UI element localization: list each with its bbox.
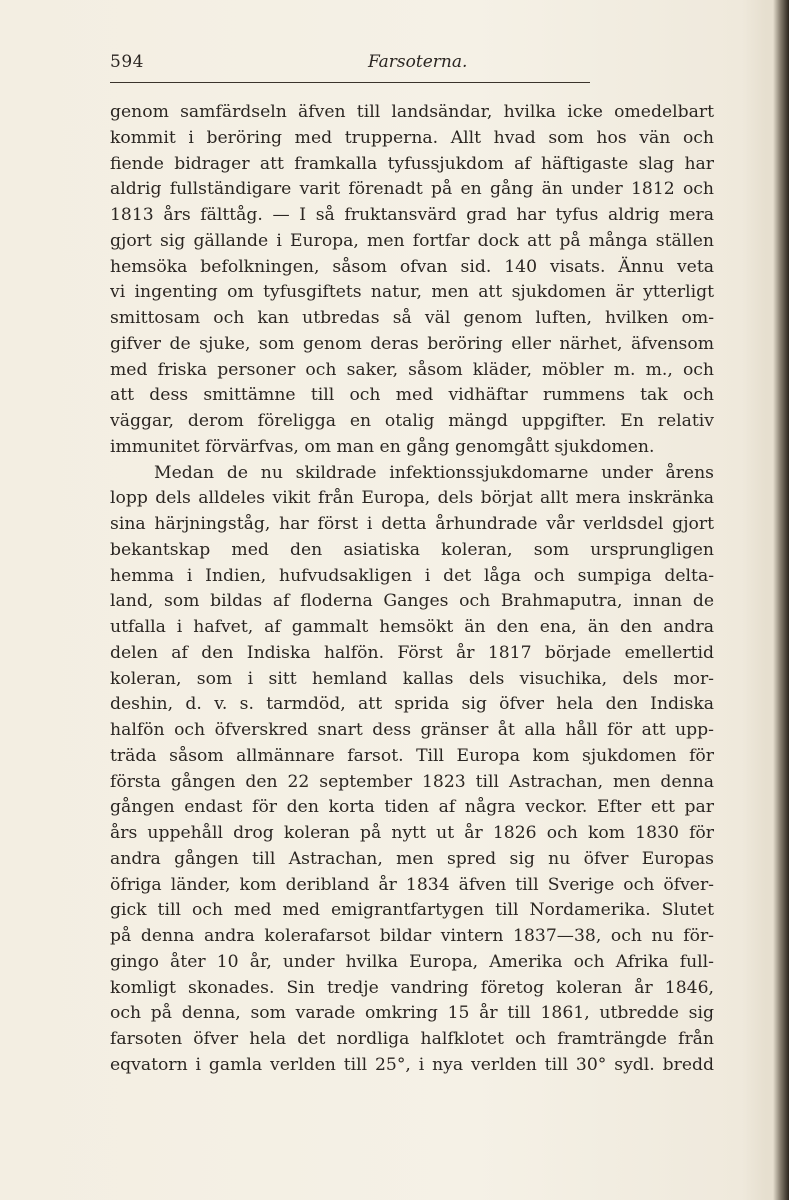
text-line: träda såsom allmännare farsot. Till Europa kom sjukdomen för [110, 745, 714, 766]
text-line: andra gången till Astrachan, men spred sig nu öfver Europas [110, 848, 714, 869]
text-line: hemsöka befolkningen, såsom ofvan sid. 140 visats. Ännu veta [110, 256, 714, 277]
text-line: farsoten öfver hela det nordliga halfklotet och framträngde från [110, 1029, 714, 1049]
text-line: med friska personer och saker, såsom kläder, möbler m. m., och [110, 359, 714, 380]
text-line: Medan de nu skildrade infektionssjukdomarne under årens [154, 462, 714, 483]
text-line: immunitet förvärfvas, om man en gång genomgått sjukdomen. [110, 436, 655, 457]
text-line: smittosam och kan utbredas så väl genom luften, hvilken om- [110, 308, 714, 328]
text-line: öfriga länder, kom deribland år 1834 äfven till Sverige och öfver- [110, 874, 714, 895]
text-line: lopp dels alldeles vikit från Europa, dels börjat allt mera inskränka [110, 488, 714, 509]
text-line: vi ingenting om tyfusgiftets natur, men att sjukdomen är ytterligt [110, 282, 714, 303]
header-rule [110, 82, 590, 83]
text-line: delen af den Indiska halfön. Först år 1817 började emellertid [110, 642, 714, 663]
text-line: genom samfärdseln äfven till landsändar, hvilka icke omedelbart [110, 102, 714, 122]
page-edge-shadow [773, 0, 789, 1200]
text-line: att dess smittämne till och med vidhäftar rummens tak och [110, 385, 714, 406]
text-line: utfalla i hafvet, af gammalt hemsökt än den ena, än den andra [110, 617, 714, 637]
text-line: hemma i Indien, hufvudsakligen i det låga och sumpiga delta- [110, 565, 714, 586]
text-line: deshin, d. v. s. tarmdöd, att sprida sig öfver hela den Indiska [110, 694, 714, 715]
text-line: på denna andra kolerafarsot bildar vintern 1837—38, och nu för- [110, 926, 714, 946]
text-line: gick till och med med emigrantfartygen till Nordamerika. Slutet [110, 900, 714, 921]
running-title: Farsoterna. [368, 52, 468, 72]
page-header [110, 52, 712, 80]
text-line: och på denna, som varade omkring 15 år till 1861, utbredde sig [110, 1003, 714, 1024]
text-line: komligt skonades. Sin tredje vandring företog koleran år 1846, [110, 977, 714, 998]
body-text [110, 100, 714, 1079]
text-line: fiende bidrager att framkalla tyfussjukdom af häftigaste slag har [110, 153, 714, 174]
text-line: gången endast för den korta tiden af några veckor. Efter ett par [110, 797, 714, 818]
text-line: gifver de sjuke, som genom deras beröring eller närhet, äfvensom [110, 333, 714, 354]
text-line: bekantskap med den asiatiska koleran, som ursprungligen [110, 539, 714, 560]
text-line: eqvatorn i gamla verlden till 25°, i nya verlden till 30° sydl. bredd [110, 1054, 714, 1075]
text-line: första gången den 22 september 1823 till Astrachan, men denna [110, 771, 714, 792]
text-line: gjort sig gällande i Europa, men fortfar dock att på många ställen [110, 230, 714, 251]
text-line: land, som bildas af floderna Ganges och Brahmaputra, innan de [110, 591, 714, 612]
text-line: kommit i beröring med trupperna. Allt hvad som hos vän och [110, 127, 714, 148]
text-line: halfön och öfverskred snart dess gränser åt alla håll för att upp- [110, 720, 714, 740]
text-line: gingo åter 10 år, under hvilka Europa, Amerika och Afrika full- [110, 951, 714, 972]
page-number: 594 [110, 52, 144, 72]
text-line: sina härjningståg, har först i detta århundrade vår verldsdel gjort [110, 514, 714, 534]
text-line: koleran, som i sitt hemland kallas dels visuchika, dels mor- [110, 668, 714, 689]
text-line: 1813 års fälttåg. — I så fruktansvärd grad har tyfus aldrig mera [110, 205, 714, 225]
text-line: års uppehåll drog koleran på nytt ut år 1826 och kom 1830 för [110, 823, 714, 843]
text-line: aldrig fullständigare varit förenadt på en gång än under 1812 och [110, 179, 714, 200]
text-line: väggar, derom föreligga en otalig mängd uppgifter. En relativ [110, 411, 714, 431]
